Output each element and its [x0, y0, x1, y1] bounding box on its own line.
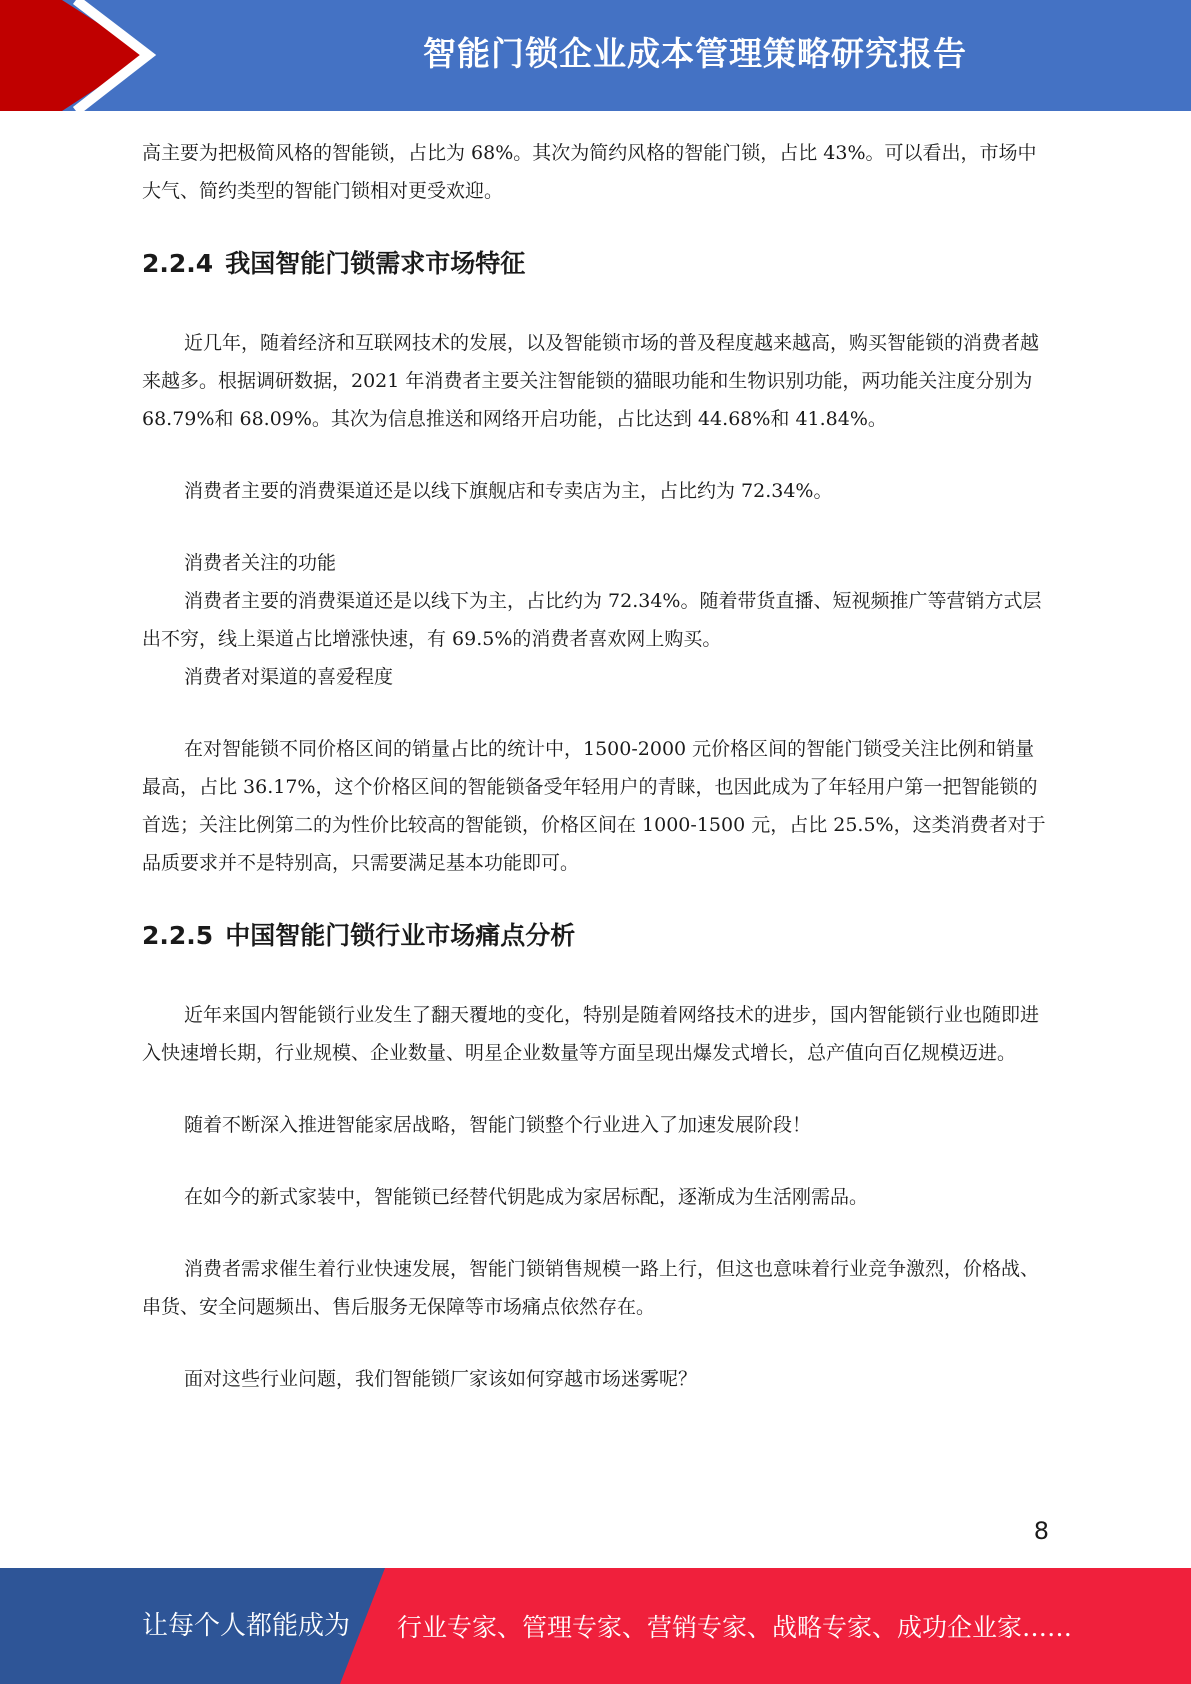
paragraph-price-range: 在对智能锁不同价格区间的销量占比的统计中，1500-2000 元价格区间的智能门锁受关注比例和销量最高，占比 36.17%，这个价格区间的智能锁备受年轻用户的青睐，也因此成为了年轻用户第一把智能锁的首选；关注比例第二的为性价比较高的智能锁，价格区间在 1000-1500 元，占比 25.5%，这类消费者对于品质要求并不是特别高，只需要满足基本功能即可。 [142, 738, 1046, 874]
paragraph-pain-points: 消费者需求催生着行业快速发展，智能门锁销售规模一路上行，但这也意味着行业竞争激烈，价格战、串货、安全问题频出、售后服务无保障等市场痛点依然存在。 [142, 1258, 1040, 1318]
footer-slogan-right: 行业专家、管理专家、营销专家、战略专家、成功企业家…… [397, 1613, 1073, 1642]
footer-slogan-left: 让每个人都能成为 [142, 1611, 351, 1641]
section-number: 2.2.4 [142, 249, 214, 278]
caption-channel-preference: 消费者对渠道的喜爱程度 [184, 666, 394, 688]
page-number: 8 [1033, 1517, 1049, 1545]
paragraph-home-standard: 在如今的新式家装中，智能锁已经替代钥匙成为家居标配，逐渐成为生活刚需品。 [184, 1186, 869, 1208]
section-number: 2.2.5 [142, 921, 214, 950]
paragraph-channel: 消费者主要的消费渠道还是以线下旗舰店和专卖店为主，占比约为 72.34%。 [184, 480, 833, 502]
section-title: 中国智能门锁行业市场痛点分析 [225, 921, 576, 950]
paragraph-demand: 近几年，随着经济和互联网技术的发展，以及智能锁市场的普及程度越来越高，购买智能锁的消费者越来越多。根据调研数据，2021 年消费者主要关注智能锁的猫眼功能和生物识别功能，两功能关注度分别为 68.79%和 68.09%。其次为信息推送和网络开启功能，占比达到 44.68%和 41.84%。 [142, 332, 1040, 430]
report-footer [0, 1568, 1191, 1684]
paragraph-question: 面对这些行业问题，我们智能锁厂家该如何穿越市场迷雾呢？ [184, 1368, 698, 1390]
paragraph-intro: 高主要为把极简风格的智能锁，占比为 68%。其次为简约风格的智能门锁，占比 43%。可以看出，市场中大气、简约类型的智能门锁相对更受欢迎。 [142, 142, 1037, 202]
caption-functions: 消费者关注的功能 [184, 552, 337, 574]
report-header [0, 0, 1191, 111]
section-heading-2-2-4 [142, 244, 1052, 284]
report-title: 智能门锁企业成本管理策略研究报告 [423, 34, 967, 73]
page-content [142, 134, 1052, 1398]
section-heading-2-2-5 [142, 916, 1052, 956]
paragraph-industry-growth: 近年来国内智能锁行业发生了翻天覆地的变化，特别是随着网络技术的进步，国内智能锁行业也随即进入快速增长期，行业规模、企业数量、明星企业数量等方面呈现出爆发式增长，总产值向百亿规模迈进。 [142, 1004, 1040, 1064]
section-title: 我国智能门锁需求市场特征 [225, 249, 526, 278]
paragraph-smart-home: 随着不断深入推进智能家居战略，智能门锁整个行业进入了加速发展阶段！ [184, 1114, 812, 1136]
paragraph-channel-online: 消费者主要的消费渠道还是以线下为主，占比约为 72.34%。随着带货直播、短视频推广等营销方式层出不穷，线上渠道占比增涨快速，有 69.5%的消费者喜欢网上购买。 [142, 590, 1042, 650]
